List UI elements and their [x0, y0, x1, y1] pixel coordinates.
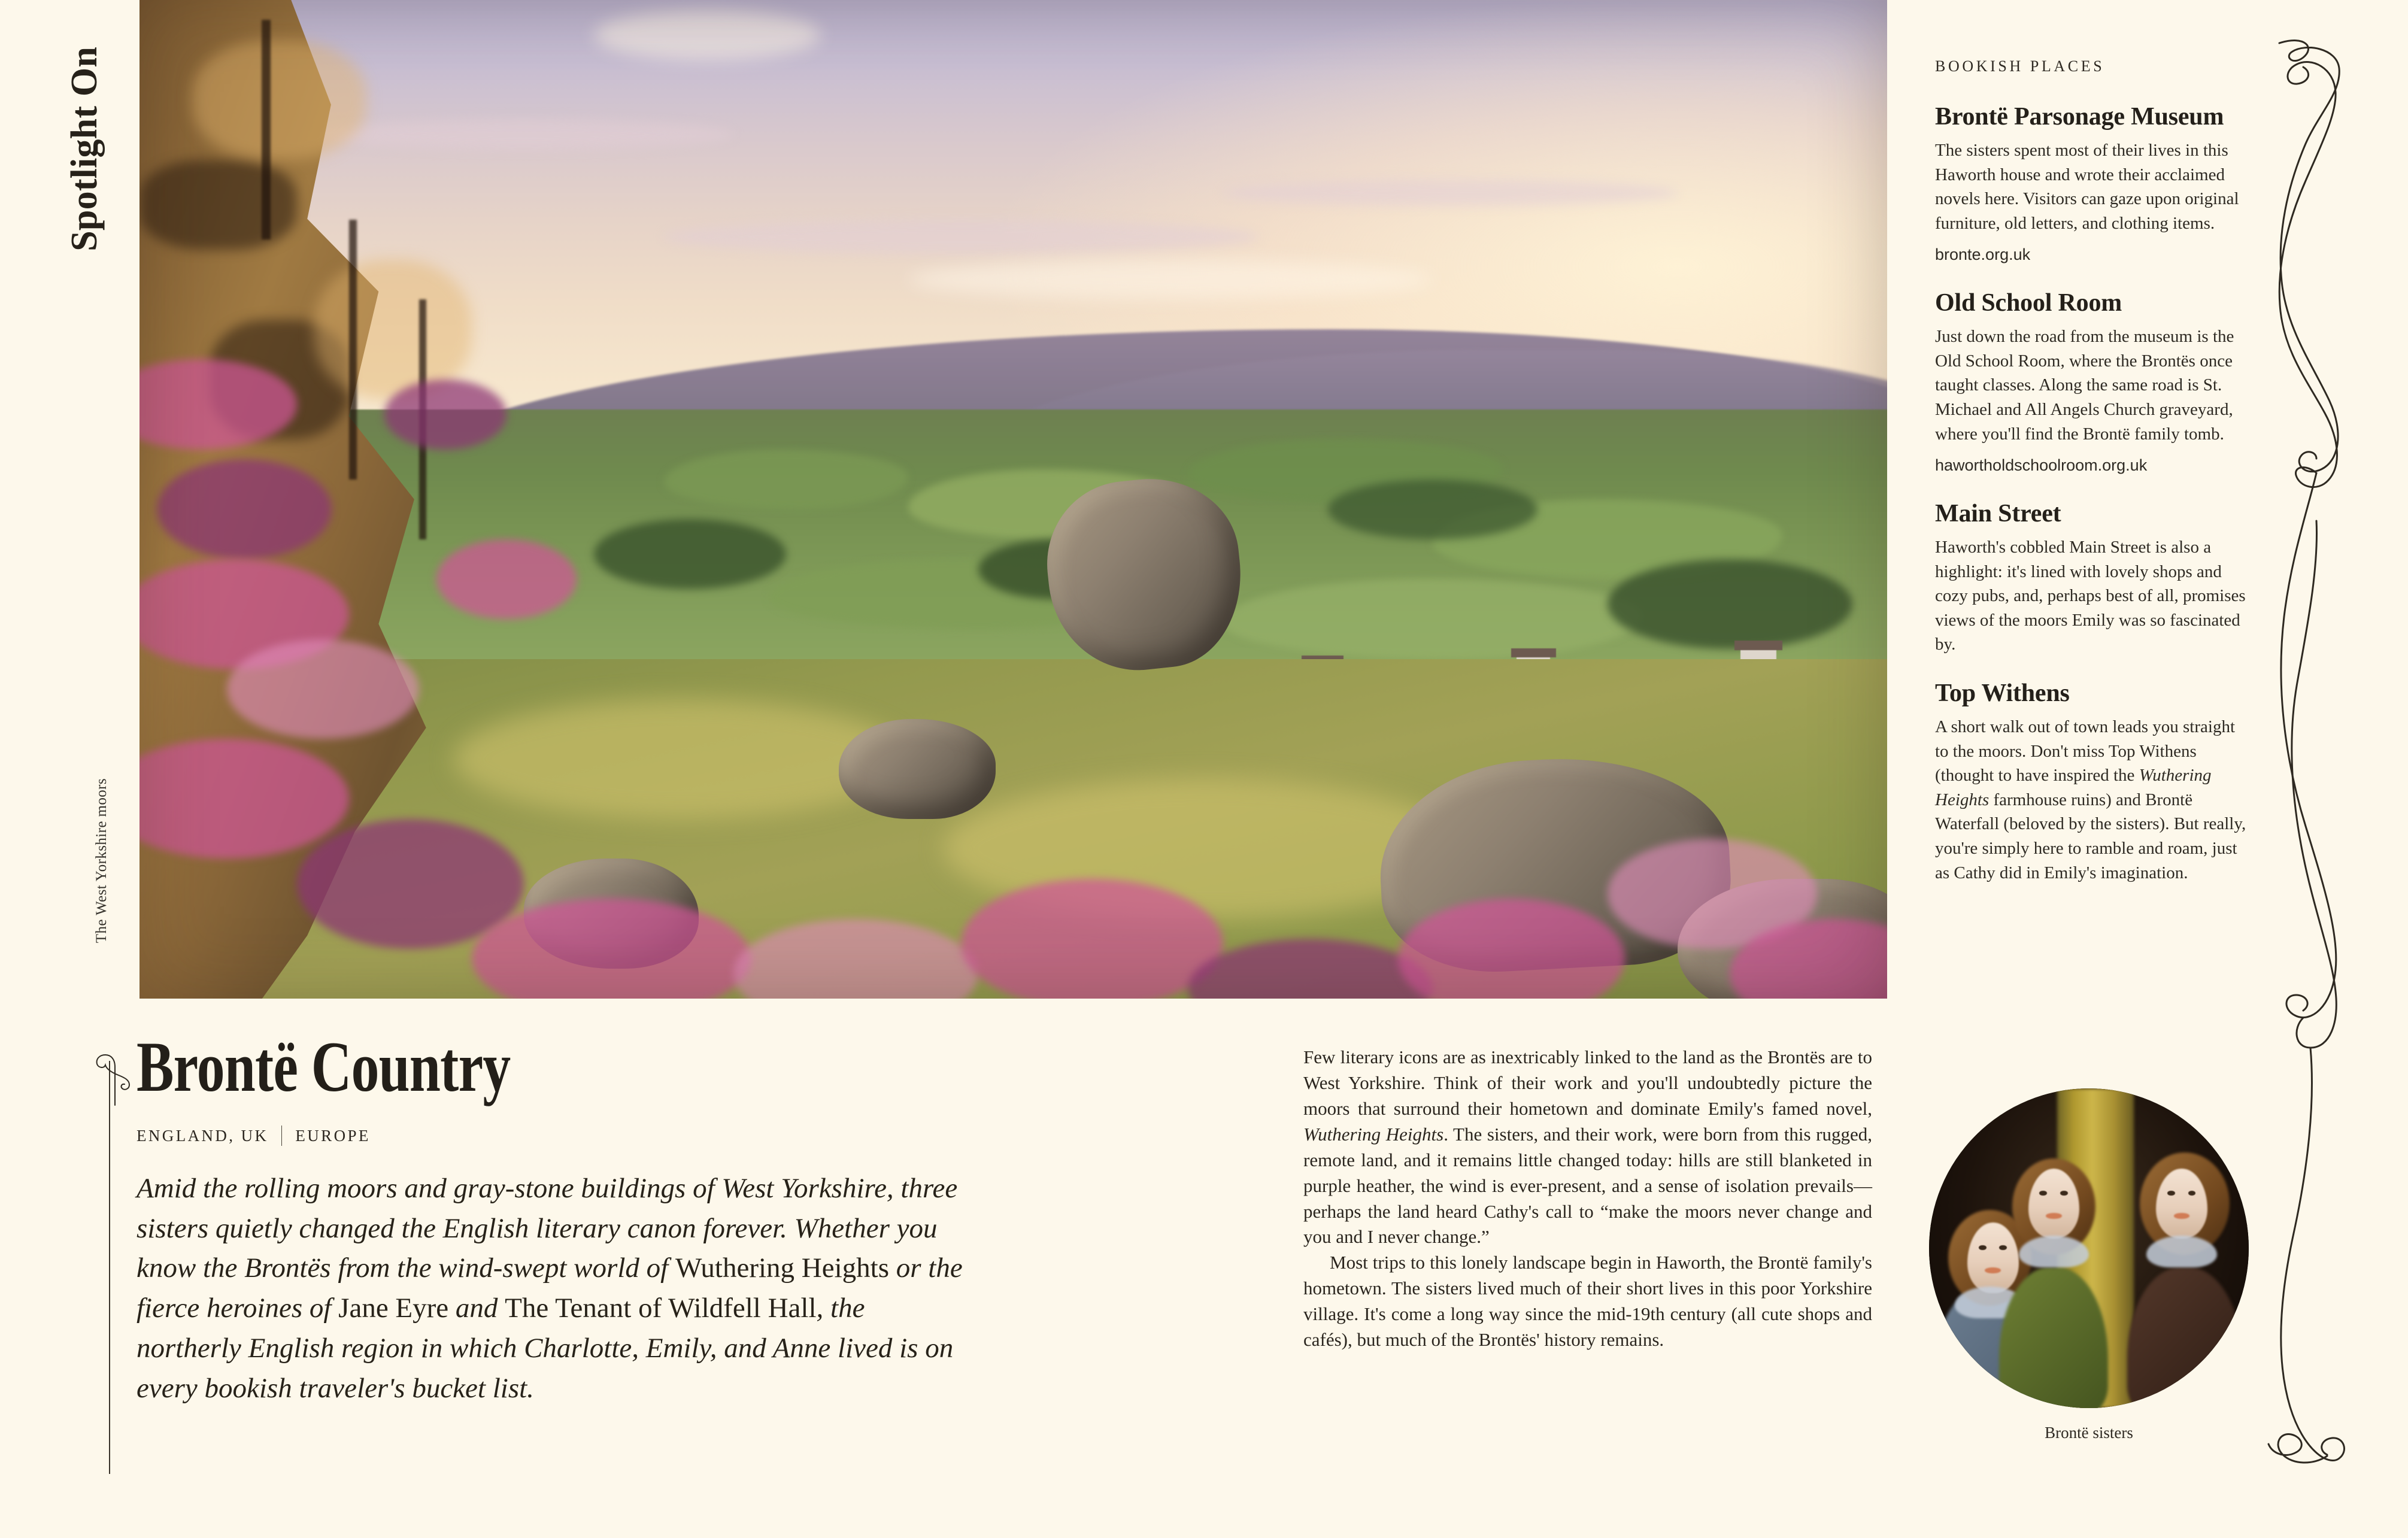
standfirst-part-2: or the fierce heroines of: [137, 1252, 963, 1324]
place-url[interactable]: bronte.org.uk: [1935, 245, 2031, 264]
place-title: Top Withens: [1935, 679, 2070, 707]
standfirst-part-1: Amid the rolling moors and gray-stone buildings of West Yorkshire, three sisters quietly changed the English literary canon forever. Whether you know the Brontës from the wind-swept world of: [137, 1173, 958, 1284]
standfirst-part-3: and: [448, 1293, 505, 1324]
place-body-part-a: A short walk out of town leads you straight to the moors. Don't miss Top Withens (thought to have inspired the: [1935, 717, 2236, 785]
standfirst-work-wuthering-heights: Wuthering Heights: [675, 1252, 890, 1284]
article-locale: [137, 1126, 371, 1146]
place-title: Old School Room: [1935, 289, 2122, 317]
place-title: Brontë Parsonage Museum: [1935, 103, 2224, 131]
portrait-eye-charlotte-l: [2167, 1191, 2175, 1196]
portrait-face-anne: [1967, 1222, 2018, 1293]
place-body: [1935, 715, 2249, 885]
place-body: Just down the road from the museum is the Old School Room, where the Brontës once taught classes. Along the same road is St. Michael and All Angels Church graveyard, where you'll find the Brontë family tomb.: [1935, 327, 2234, 444]
body-p1-part-a: Few literary icons are as inextricably linked to the land as the Brontës are to West Yorkshire. Think of their work and you'll undoubtedly picture the moors that surround their hometown and dominate Emily's famed novel,: [1303, 1046, 1872, 1119]
bronte-sisters-portrait-image: [1929, 1088, 2249, 1408]
standfirst-work-wildfell-hall: The Tenant of Wildfell Hall: [505, 1293, 817, 1324]
body-p1-part-b: . The sisters, and their work, were born from this rugged, remote land, and it remains little changed today: hills are still blanketed in purple heather, the wind is ever-present, and a sense of isolation prevails—perhaps the land heard Cathy's call to “make the moors never change and you and I never change.”: [1303, 1123, 1872, 1248]
photo-vignette: [139, 0, 1887, 999]
portrait-lips-emily: [2046, 1213, 2062, 1219]
place-entry: [1935, 289, 2249, 477]
portrait-lips-charlotte: [2174, 1213, 2190, 1219]
standfirst-work-jane-eyre: Jane Eyre: [338, 1293, 449, 1324]
sidebar-kicker: BOOKISH PLACES: [1935, 57, 2105, 75]
body-paragraph-2: Most trips to this lonely landscape begin in Haworth, the Brontë family's hometown. The sisters lived much of their short lives in this poor Yorkshire village. It's come a long way since the mid-19th century (all cute shops and cafés), but much of the Brontës' history remains.: [1303, 1252, 1872, 1351]
place-body: Haworth's cobbled Main Street is also a highlight: it's lined with lovely shops and cozy pubs, and, perhaps best of all, promises views of the moors Emily was so fascinated by.: [1935, 538, 2246, 654]
decorative-flourish-ornament: [2248, 30, 2368, 1503]
title-vertical-rule: [109, 1061, 110, 1474]
place-title: Main Street: [1935, 500, 2061, 527]
place-entry: [1935, 103, 2249, 266]
locale-region: EUROPE: [295, 1126, 371, 1145]
hero-photo-caption: The West Yorkshire moors: [93, 778, 110, 944]
page-title: Brontë Country: [137, 1027, 511, 1106]
body-paragraph-1: [1303, 1045, 1872, 1250]
place-body-part-b: farmhouse ruins) and Brontë Waterfall (beloved by the sisters). But really, you're simply here to ramble and roam, just as Cathy did in Emily's imagination.: [1935, 790, 2246, 882]
place-body-work-title: Wuthering Heights: [1935, 766, 2212, 809]
article-body: [1303, 1045, 1872, 1353]
portrait-lips-anne: [1985, 1267, 2001, 1273]
article-standfirst: [137, 1169, 963, 1408]
left-rail: [0, 0, 139, 999]
bookish-places-sidebar: [1935, 57, 2249, 908]
portrait-caption: Brontë sisters: [2045, 1424, 2133, 1442]
hero-photograph-yorkshire-moors: [139, 0, 1887, 999]
place-entry: [1935, 500, 2249, 657]
locale-country: ENGLAND, UK: [137, 1126, 269, 1145]
locale-divider: [281, 1126, 282, 1146]
place-url[interactable]: hawortholdschoolroom.org.uk: [1935, 456, 2148, 475]
place-entry: [1935, 679, 2249, 885]
place-body: The sisters spent most of their lives in this Haworth house and wrote their acclaimed novels here. Visitors can gaze upon original furniture, old letters, and clothing items.: [1935, 141, 2239, 233]
standfirst-part-4: , the northerly English region in which Charlotte, Emily, and Anne lived is on every bookish traveler's bucket list.: [137, 1293, 954, 1404]
bronte-sisters-portrait-block: [1929, 1088, 2249, 1442]
body-p1-work-title: Wuthering Heights: [1303, 1123, 1444, 1145]
portrait-eye-anne-l: [1979, 1245, 1987, 1251]
spotlight-section-label: Spotlight On: [64, 47, 105, 251]
